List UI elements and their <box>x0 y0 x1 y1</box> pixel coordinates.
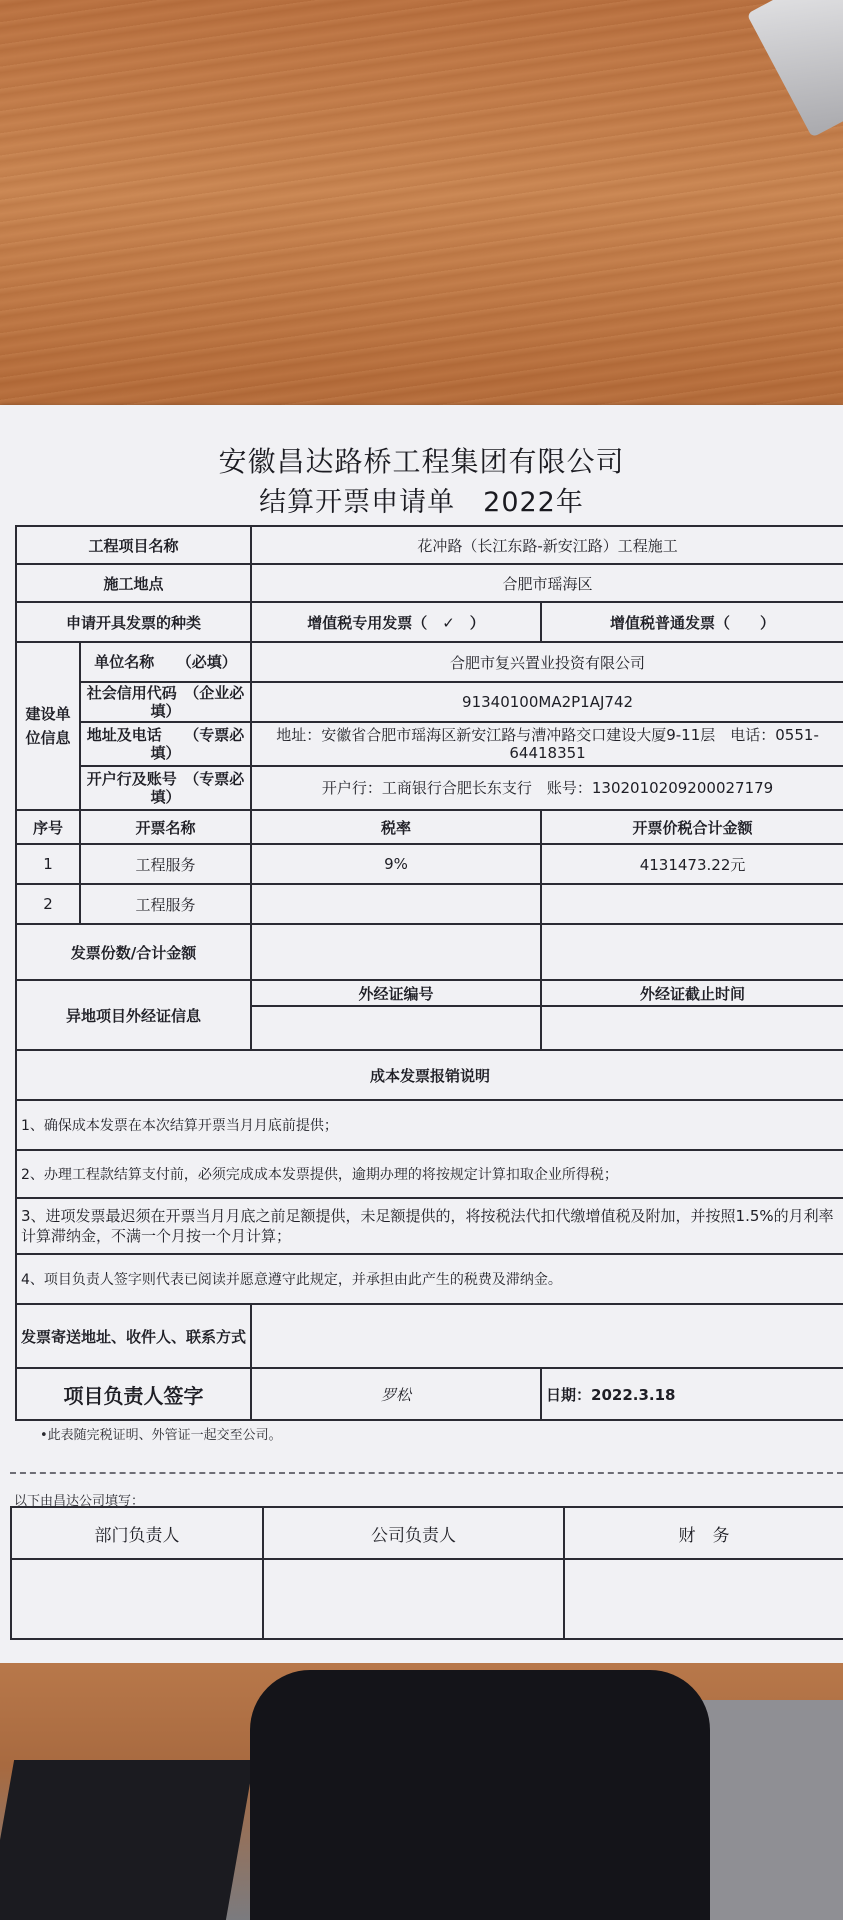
item-amount <box>541 884 843 924</box>
company-title: 安徽昌达路桥工程集团有限公司 <box>218 445 625 478</box>
company-head-label: 公司负责人 <box>263 1507 564 1559</box>
builder-side-label: 建设单位信息 <box>16 642 80 810</box>
builder-name-label: 单位名称 （必填） <box>80 642 251 682</box>
row-notes-title <box>16 1050 843 1100</box>
item-no: 2 <box>16 884 80 924</box>
credit-code-value: 91340100MA2P1AJ742 <box>251 682 843 722</box>
item-name: 工程服务 <box>80 844 251 884</box>
dark-fabric <box>0 1760 254 1920</box>
mailing-label: 发票寄送地址、收件人、联系方式 <box>16 1304 251 1368</box>
note-item <box>16 1198 843 1254</box>
totals-label: 发票份数/合计金额 <box>16 924 251 980</box>
totals-count-cell <box>251 924 541 980</box>
invoice-type-label: 申请开具发票的种类 <box>16 602 251 642</box>
address-phone-value: 地址：安徽省合肥市瑶海区新安江路与漕冲路交口建设大厦9-11层 电话：0551-64418351 <box>251 722 843 766</box>
row-bank-account <box>16 766 843 810</box>
company-section-caption: 以下由昌达公司填写： <box>14 1494 145 1509</box>
note-2: 2、办理工程款结算支付前，必须完成成本发票提供，逾期办理的将按规定计算扣取企业所得税； <box>16 1150 843 1198</box>
items-header-rate: 税率 <box>251 810 541 844</box>
item-rate: 9% <box>251 844 541 884</box>
bank-account-value: 开户行：工商银行合肥长东支行 账号：1302010209200027179 <box>251 766 843 810</box>
project-name-value: 花冲路（长江东路-新安江路）工程施工 <box>251 526 843 564</box>
row-builder-name <box>16 642 843 682</box>
mailing-value <box>251 1304 843 1368</box>
form-title: 结算开票申请单 2022年 <box>259 487 584 518</box>
items-header-amount: 开票价税合计金额 <box>541 810 843 844</box>
row-invoice-type <box>16 602 843 642</box>
items-header-name: 开票名称 <box>80 810 251 844</box>
address-phone-label: 地址及电话 （专票必填） <box>80 722 251 766</box>
cert-deadline-value <box>541 1006 843 1050</box>
table-row <box>16 884 843 924</box>
signature: 罗松 <box>251 1368 541 1420</box>
note-item <box>16 1254 843 1304</box>
sign-label: 项目负责人签字 <box>16 1368 251 1420</box>
row-items-header <box>16 810 843 844</box>
row-credit-code <box>16 682 843 722</box>
item-name: 工程服务 <box>80 884 251 924</box>
cut-line-divider <box>10 1472 843 1474</box>
table-row <box>16 844 843 884</box>
special-invoice-option: 增值税专用发票（ ✓ ） <box>251 602 541 642</box>
cert-no-value <box>251 1006 541 1050</box>
dept-head-sign-cell <box>11 1559 263 1639</box>
finance-label: 财 务 <box>564 1507 843 1559</box>
floor-patch <box>700 1700 843 1920</box>
footnote: •此表随完税证明、外管证一起交至公司。 <box>40 1428 282 1443</box>
project-name-label: 工程项目名称 <box>16 526 251 564</box>
note-3: 3、进项发票最迟须在开票当月月底之前足额提供，未足额提供的，将按税法代扣代缴增值税及附加，并按照1.5%的月利率计算滞纳金，不满一个月按一个月计算； <box>16 1198 843 1254</box>
wooden-desk-background <box>0 0 843 420</box>
location-label: 施工地点 <box>16 564 251 602</box>
note-item <box>16 1150 843 1198</box>
approval-sign-row <box>11 1559 843 1639</box>
dept-head-label: 部门负责人 <box>11 1507 263 1559</box>
approval-header-row <box>11 1507 843 1559</box>
remote-label: 异地项目外经证信息 <box>16 980 251 1050</box>
cert-deadline-label: 外经证截止时间 <box>541 980 843 1006</box>
location-value: 合肥市瑶海区 <box>251 564 843 602</box>
totals-amount-cell <box>541 924 843 980</box>
settlement-invoice-form <box>15 525 843 1421</box>
row-location <box>16 564 843 602</box>
normal-invoice-option: 增值税普通发票（ ） <box>541 602 843 642</box>
builder-name-value: 合肥市复兴置业投资有限公司 <box>251 642 843 682</box>
row-sign <box>16 1368 843 1420</box>
item-amount: 4131473.22元 <box>541 844 843 884</box>
row-project-name <box>16 526 843 564</box>
row-mailing <box>16 1304 843 1368</box>
row-address-phone <box>16 722 843 766</box>
item-no: 1 <box>16 844 80 884</box>
items-header-no: 序号 <box>16 810 80 844</box>
cert-no-label: 外经证编号 <box>251 980 541 1006</box>
note-4: 4、项目负责人签字则代表已阅读并愿意遵守此规定，并承担由此产生的税费及滞纳金。 <box>16 1254 843 1304</box>
approval-table <box>10 1506 843 1640</box>
credit-code-label: 社会信用代码 （企业必填） <box>80 682 251 722</box>
bank-account-label: 开户行及账号 （专票必填） <box>80 766 251 810</box>
dark-clothing-shadow <box>250 1670 710 1920</box>
finance-sign-cell <box>564 1559 843 1639</box>
notes-title: 成本发票报销说明 <box>16 1050 843 1100</box>
sign-date: 日期：2022.3.18 <box>541 1368 843 1420</box>
row-totals <box>16 924 843 980</box>
item-rate <box>251 884 541 924</box>
note-item <box>16 1100 843 1150</box>
row-remote-header <box>16 980 843 1006</box>
note-1: 1、确保成本发票在本次结算开票当月月底前提供； <box>16 1100 843 1150</box>
company-head-sign-cell <box>263 1559 564 1639</box>
